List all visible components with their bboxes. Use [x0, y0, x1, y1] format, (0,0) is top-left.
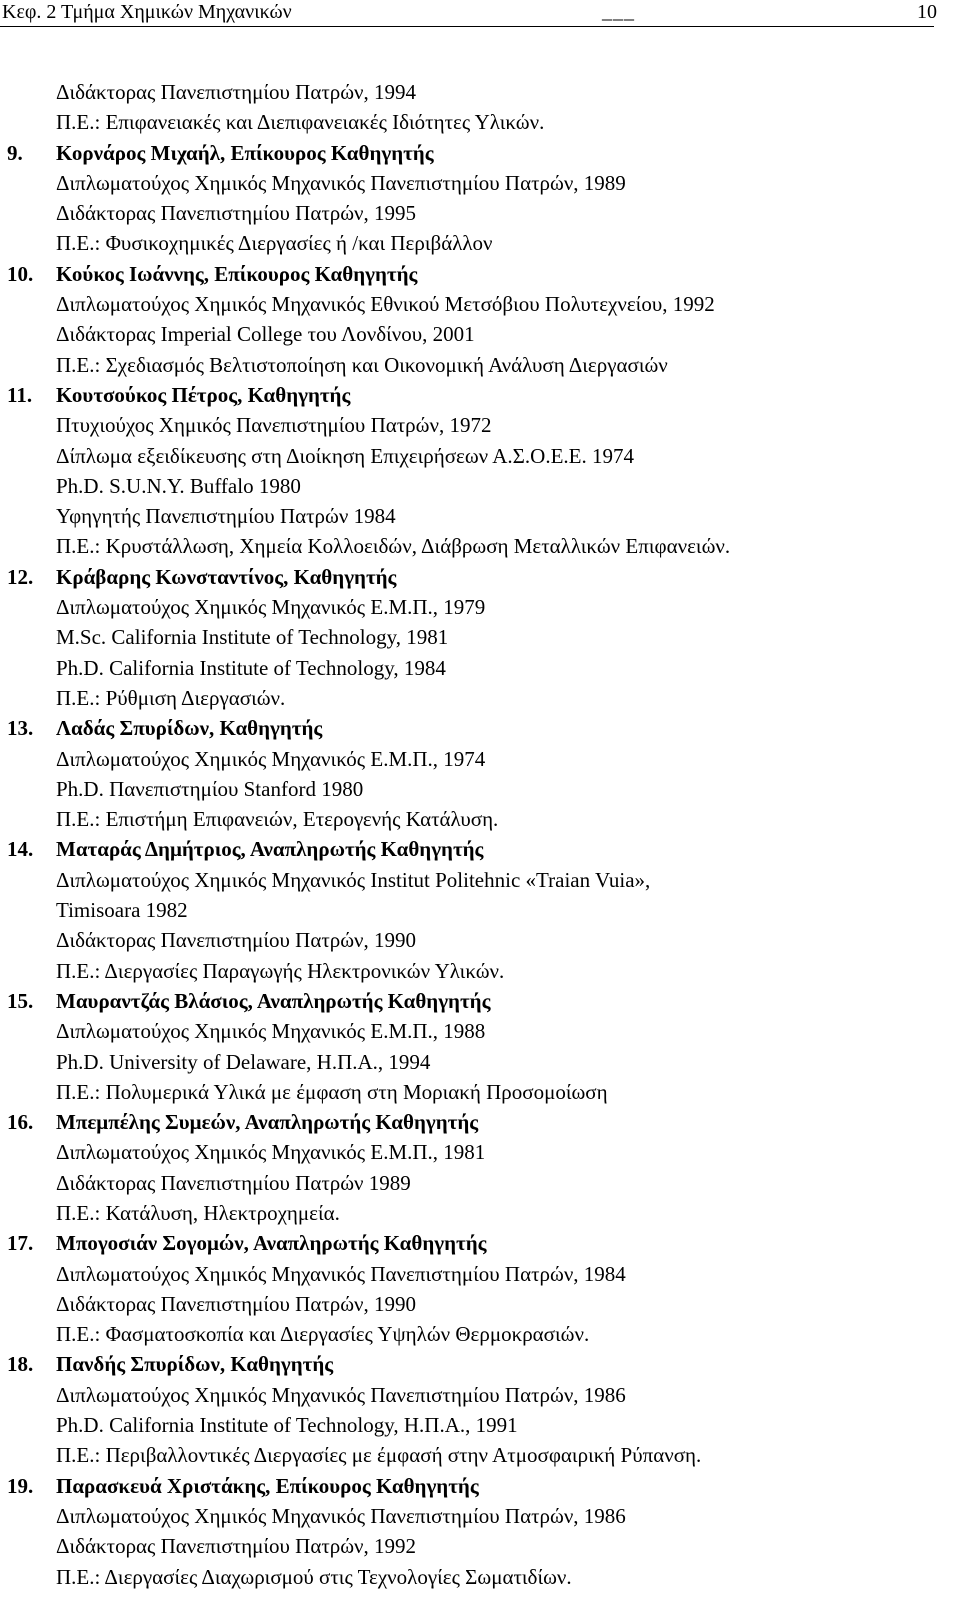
faculty-entry-detail [0, 653, 960, 683]
entry-number: 16. [7, 1110, 34, 1135]
entry-text: Π.Ε.: Φασματοσκοπία και Διεργασίες Υψηλών Θερμοκρασιών. [56, 1322, 590, 1347]
faculty-name: Λαδάς Σπυρίδων, Καθηγητής [56, 716, 323, 741]
entry-text: Διδάκτορας Πανεπιστημίου Πατρών, 1994 [56, 80, 417, 104]
faculty-entry-detail [0, 107, 960, 137]
faculty-name: Πανδής Σπυρίδων, Καθηγητής [56, 1352, 334, 1377]
entry-text: Π.Ε.: Κρυστάλλωση, Χημεία Κολλοειδών, Διάβρωση Μεταλλικών Επιφανειών. [56, 534, 731, 559]
faculty-entry-detail [0, 956, 960, 986]
faculty-entry-detail [0, 410, 960, 440]
faculty-entry-detail [0, 774, 960, 804]
entry-text: Δίπλωμα εξειδίκευσης στη Διοίκηση Επιχειρήσεων Α.Σ.Ο.Ε.Ε. 1974 [56, 443, 634, 468]
entry-text: Π.Ε.: Κατάλυση, Ηλεκτροχημεία. [56, 1200, 340, 1225]
entry-text: Διδάκτορας Πανεπιστημίου Πατρών, 1990 [56, 1291, 417, 1316]
entry-text: Ph.D. Πανεπιστημίου Stanford 1980 [56, 776, 364, 801]
entry-text: Π.Ε.: Επιφανειακές και Διεπιφανειακές Ιδιότητες Υλικών. [56, 110, 545, 135]
faculty-entry-detail [0, 865, 960, 895]
entry-text: Π.Ε.: Διεργασίες Διαχωρισμού στις Τεχνολογίες Σωματιδίων. [56, 1564, 572, 1589]
faculty-name: Κορνάρος Μιχαήλ, Επίκουρος Καθηγητής [56, 140, 434, 165]
faculty-entry-detail [0, 744, 960, 774]
entry-text: Π.Ε.: Διεργασίες Παραγωγής Ηλεκτρονικών Υλικών. [56, 958, 505, 983]
faculty-name: Κράβαρης Κωνσταντίνος, Καθηγητής [56, 564, 397, 589]
faculty-entry-detail [0, 1168, 960, 1198]
faculty-entry-detail [0, 1198, 960, 1228]
faculty-entry-detail [0, 198, 960, 228]
faculty-list [0, 77, 960, 1592]
faculty-entry-detail [0, 1077, 960, 1107]
faculty-name: Κούκος Ιωάννης, Επίκουρος Καθηγητής [56, 261, 418, 286]
faculty-entry-detail [0, 1319, 960, 1349]
entry-number: 13. [7, 716, 34, 741]
entry-text: Π.Ε.: Φυσικοχημικές Διεργασίες ή /και Περιβάλλον [56, 231, 493, 256]
entry-text: Π.Ε.: Επιστήμη Επιφανειών, Ετερογενής Κατάλυση. [56, 807, 499, 832]
faculty-name: Μπογοσιάν Σογομών, Αναπληρωτής Καθηγητής [56, 1231, 487, 1256]
entry-text: Ph.D. California Institute of Technology, Η.Π.Α., 1991 [56, 1413, 518, 1438]
faculty-entry-detail [0, 501, 960, 531]
header-blank-mark: ___ [602, 1, 635, 23]
faculty-name: Μαυραντζάς Βλάσιος, Αναπληρωτής Καθηγητής [56, 988, 491, 1013]
faculty-entry-detail [0, 1531, 960, 1561]
entry-text: Διδάκτορας Πανεπιστημίου Πατρών, 1995 [56, 201, 417, 226]
page-number: 10 [917, 1, 937, 23]
faculty-entry-detail [0, 895, 960, 925]
faculty-entry-detail [0, 319, 960, 349]
faculty-entry-detail [0, 350, 960, 380]
faculty-name: Παρασκευά Χριστάκης, Επίκουρος Καθηγητής [56, 1473, 479, 1498]
entry-text: Διπλωματούχος Χημικός Μηχανικός Institut Politehnic «Traian Vuia», [56, 867, 651, 892]
faculty-entry-detail [0, 1047, 960, 1077]
entry-text: Timisoara 1982 [56, 898, 188, 923]
faculty-entry-detail [0, 1137, 960, 1167]
faculty-entry-heading [0, 713, 960, 743]
faculty-entry-detail [0, 683, 960, 713]
faculty-entry-heading [0, 1349, 960, 1379]
faculty-entry-heading [0, 138, 960, 168]
entry-number: 15. [7, 988, 34, 1013]
entry-text: Π.Ε.: Σχεδιασμός Βελτιστοποίηση και Οικονομική Ανάλυση Διεργασιών [56, 352, 668, 377]
faculty-entry-heading [0, 834, 960, 864]
entry-text: Διδάκτορας Πανεπιστημίου Πατρών 1989 [56, 1170, 411, 1195]
faculty-entry-detail [0, 1259, 960, 1289]
faculty-entry-heading [0, 1471, 960, 1501]
entry-text: Διδάκτορας Imperial College του Λονδίνου, 2001 [56, 322, 475, 347]
entry-text: Π.Ε.: Περιβαλλοντικές Διεργασίες με έμφασή στην Ατμοσφαιρική Ρύπανση. [56, 1443, 702, 1468]
entry-text: Διπλωματούχος Χημικός Μηχανικός Πανεπιστημίου Πατρών, 1989 [56, 170, 626, 195]
entry-text: Διπλωματούχος Χημικός Μηχανικός Εθνικού Μετσόβιου Πολυτεχνείου, 1992 [56, 292, 715, 317]
faculty-entry-detail [0, 531, 960, 561]
entry-text: Διπλωματούχος Χημικός Μηχανικός Πανεπιστημίου Πατρών, 1984 [56, 1261, 626, 1286]
entry-text: M.Sc. California Institute of Technology, 1981 [56, 625, 449, 650]
faculty-entry-heading [0, 1107, 960, 1137]
faculty-entry-detail [0, 592, 960, 622]
faculty-entry-detail [0, 289, 960, 319]
faculty-entry-detail [0, 804, 960, 834]
entry-text: Ph.D. University of Delaware, Η.Π.Α., 1994 [56, 1049, 431, 1074]
faculty-entry-detail [0, 1410, 960, 1440]
entry-text: Διπλωματούχος Χημικός Μηχανικός Πανεπιστημίου Πατρών, 1986 [56, 1382, 626, 1407]
entry-number: 19. [7, 1473, 34, 1498]
header-rule [0, 26, 934, 27]
faculty-entry-detail [0, 228, 960, 258]
faculty-entry-detail [0, 1380, 960, 1410]
entry-text: Ph.D. California Institute of Technology, 1984 [56, 655, 446, 680]
faculty-entry-detail [0, 168, 960, 198]
faculty-entry-detail [0, 441, 960, 471]
entry-number: 11. [7, 382, 33, 407]
entry-text: Διδάκτορας Πανεπιστημίου Πατρών, 1992 [56, 1534, 417, 1559]
entry-number: 12. [7, 564, 34, 589]
entry-text: Π.Ε.: Ρύθμιση Διεργασιών. [56, 685, 286, 710]
entry-text: Διπλωματούχος Χημικός Μηχανικός Πανεπιστημίου Πατρών, 1986 [56, 1503, 626, 1528]
entry-text: Διδάκτορας Πανεπιστημίου Πατρών, 1990 [56, 928, 417, 953]
chapter-title: Κεφ. 2 Τμήμα Χημικών Μηχανικών [2, 1, 292, 23]
entry-text: Π.Ε.: Πολυμερικά Υλικά με έμφαση στη Μοριακή Προσομοίωση [56, 1079, 608, 1104]
faculty-entry-detail [0, 1016, 960, 1046]
faculty-entry-detail [0, 925, 960, 955]
entry-text: Ph.D. S.U.N.Y. Buffalo 1980 [56, 473, 301, 498]
faculty-entry-detail [0, 471, 960, 501]
entry-number: 10. [7, 261, 34, 286]
faculty-entry-heading [0, 986, 960, 1016]
entry-text: Υφηγητής Πανεπιστημίου Πατρών 1984 [56, 504, 396, 529]
entry-number: 14. [7, 837, 34, 862]
faculty-entry-detail [0, 1562, 960, 1592]
faculty-entry-detail [0, 622, 960, 652]
entry-number: 9. [7, 140, 23, 165]
faculty-name: Ματαράς Δημήτριος, Αναπληρωτής Καθηγητής [56, 837, 484, 862]
faculty-entry-detail [0, 1440, 960, 1470]
faculty-entry-detail [0, 77, 960, 107]
faculty-entry-heading [0, 259, 960, 289]
faculty-entry-heading [0, 1228, 960, 1258]
entry-text: Πτυχιούχος Χημικός Πανεπιστημίου Πατρών, 1972 [56, 413, 492, 438]
faculty-name: Μπεμπέλης Συμεών, Αναπληρωτής Καθηγητής [56, 1110, 479, 1135]
entry-text: Διπλωματούχος Χημικός Μηχανικός Ε.Μ.Π., 1974 [56, 746, 486, 771]
faculty-entry-heading [0, 380, 960, 410]
entry-number: 17. [7, 1231, 34, 1256]
entry-text: Διπλωματούχος Χημικός Μηχανικός Ε.Μ.Π., 1981 [56, 1140, 486, 1165]
faculty-name: Κουτσούκος Πέτρος, Καθηγητής [56, 382, 351, 407]
faculty-entry-detail [0, 1289, 960, 1319]
entry-number: 18. [7, 1352, 34, 1377]
entry-text: Διπλωματούχος Χημικός Μηχανικός Ε.Μ.Π., 1979 [56, 595, 486, 620]
faculty-entry-detail [0, 1501, 960, 1531]
page-header [0, 0, 960, 34]
entry-text: Διπλωματούχος Χημικός Μηχανικός Ε.Μ.Π., 1988 [56, 1019, 486, 1044]
faculty-entry-heading [0, 562, 960, 592]
